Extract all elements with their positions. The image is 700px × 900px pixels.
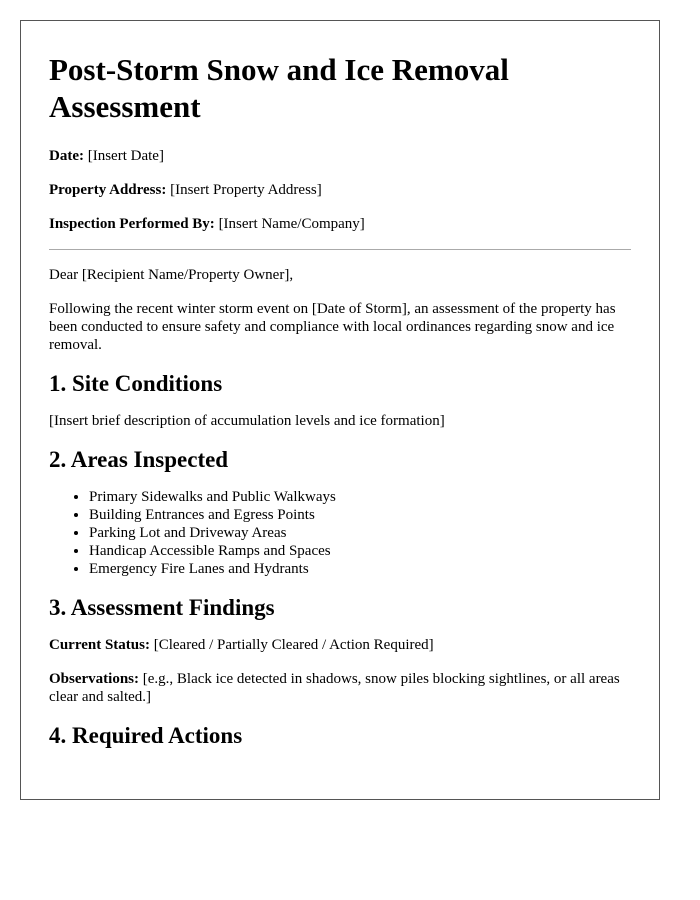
date-label: Date: xyxy=(49,148,84,164)
inspector-label: Inspection Performed By: xyxy=(49,216,215,232)
current-status-label: Current Status: xyxy=(49,637,150,653)
current-status-value: [Cleared / Partially Cleared / Action Required] xyxy=(153,637,434,653)
document-content xyxy=(21,21,659,750)
areas-inspected-list xyxy=(49,488,631,578)
observations-line xyxy=(49,670,631,706)
address-line xyxy=(49,181,631,199)
inspector-line xyxy=(49,215,631,233)
address-label: Property Address: xyxy=(49,182,167,198)
date-line xyxy=(49,147,631,165)
divider xyxy=(49,249,631,250)
greeting: Dear [Recipient Name/Property Owner], xyxy=(49,267,294,283)
assessment-findings-heading: 3. Assessment Findings xyxy=(49,595,275,620)
site-conditions-text: [Insert brief description of accumulation levels and ice formation] xyxy=(49,413,445,429)
list-item: • Emergency Fire Lanes and Hydrants xyxy=(89,560,631,578)
areas-inspected-heading: 2. Areas Inspected xyxy=(49,447,229,472)
list-item: • Primary Sidewalks and Public Walkways xyxy=(89,488,631,506)
date-value: [Insert Date] xyxy=(87,148,164,164)
list-item: • Parking Lot and Driveway Areas xyxy=(89,524,631,542)
intro-paragraph: Following the recent winter storm event on [Date of Storm], an assessment of the property has been conducted to ensure safety and compliance with local ordinances regarding snow and ice removal. xyxy=(49,301,616,353)
site-conditions-heading: 1. Site Conditions xyxy=(49,371,223,396)
address-value: [Insert Property Address] xyxy=(170,182,322,198)
document-page xyxy=(20,20,660,800)
inspector-value: [Insert Name/Company] xyxy=(218,216,365,232)
required-actions-heading: 4. Required Actions xyxy=(49,723,243,748)
observations-label: Observations: xyxy=(49,671,139,687)
observations-value: [e.g., Black ice detected in shadows, snow piles blocking sightlines, or all areas clear and salted.] xyxy=(49,671,620,705)
document-title: Post-Storm Snow and Ice Removal Assessment xyxy=(49,52,509,124)
list-item: • Building Entrances and Egress Points xyxy=(89,506,631,524)
current-status-line xyxy=(49,636,631,654)
list-item: • Handicap Accessible Ramps and Spaces xyxy=(89,542,631,560)
